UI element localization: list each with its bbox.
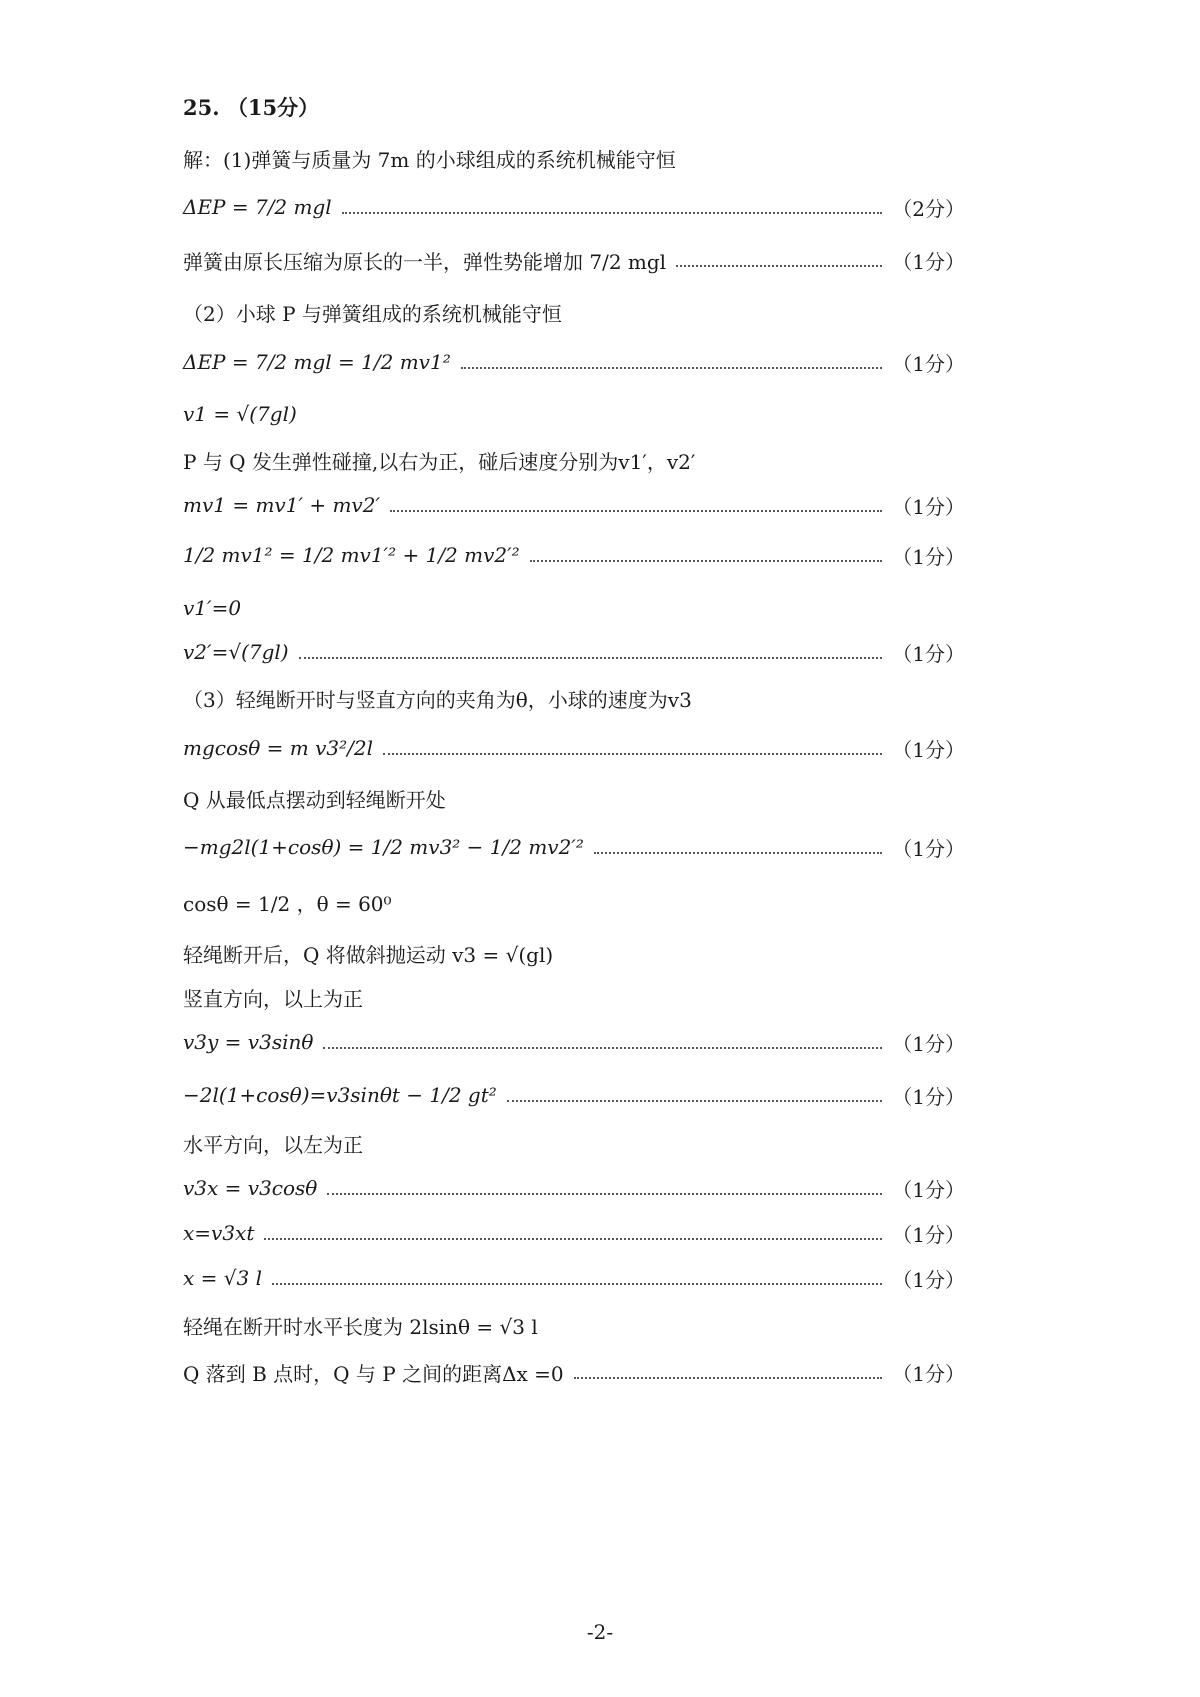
line-text: 竖直方向，以上为正 [183, 986, 363, 1011]
line-text: x=v3xt [183, 1221, 255, 1245]
line-text: Q 落到 B 点时，Q 与 P 之间的距离Δx =0 [183, 1361, 564, 1386]
score-label: （1分） [892, 1031, 965, 1056]
solution-line [183, 977, 363, 1017]
solution-line [183, 1123, 363, 1163]
solution-line [183, 394, 297, 434]
line-text: 轻绳在断开时水平长度为 2lsinθ = √3 l [183, 1314, 538, 1339]
leader-dots [299, 657, 883, 659]
line-text: v1 = √(7gl) [183, 402, 297, 426]
line-text: v2′=√(7gl) [183, 640, 289, 664]
page-number: -2- [586, 1620, 614, 1644]
leader-dots [323, 1047, 882, 1049]
line-text: 水平方向，以左为正 [183, 1132, 363, 1157]
solution-line [183, 440, 695, 480]
solution-line [183, 342, 965, 382]
solution-line [183, 1075, 965, 1115]
leader-dots [594, 852, 882, 854]
question-heading: 25. （15分） [183, 95, 320, 120]
leader-dots [507, 1100, 882, 1102]
line-text: 弹簧由原长压缩为原长的一半，弹性势能增加 7/2 mgl [183, 249, 667, 274]
solution-line [183, 1258, 965, 1298]
line-text: ΔEP = 7/2 mgl [183, 195, 332, 219]
solution-line [183, 240, 965, 280]
solution-line [183, 827, 965, 867]
line-text: −mg2l(1+cosθ) = 1/2 mv3² − 1/2 mv2′² [183, 835, 584, 859]
line-text: mv1 = mv1′ + mv2′ [183, 493, 380, 517]
leader-dots [530, 560, 883, 562]
leader-dots [676, 265, 882, 267]
line-text: 解：(1)弹簧与质量为 7m 的小球组成的系统机械能守恒 [183, 147, 676, 172]
line-text: v3y = v3sinθ [183, 1030, 314, 1054]
solution-line [183, 882, 392, 922]
line-text: ΔEP = 7/2 mgl = 1/2 mv1² [183, 350, 451, 374]
score-label: （1分） [892, 1084, 965, 1109]
score-label: （1分） [892, 351, 965, 376]
line-text: cosθ = 1/2 ，θ = 60⁰ [183, 891, 392, 916]
line-text: v3x = v3cosθ [183, 1176, 318, 1200]
score-label: （1分） [892, 1361, 965, 1386]
leader-dots [327, 1193, 882, 1195]
leader-dots [574, 1377, 883, 1379]
solution-line [183, 1352, 965, 1392]
line-text: （2）小球 P 与弹簧组成的系统机械能守恒 [183, 301, 562, 326]
score-label: （1分） [892, 1222, 965, 1247]
score-label: （1分） [892, 1267, 965, 1292]
solution-line [183, 292, 562, 332]
line-text: v1′=0 [183, 596, 242, 620]
leader-dots [342, 212, 883, 214]
score-label: （1分） [892, 836, 965, 861]
score-label: （1分） [892, 1177, 965, 1202]
leader-dots [390, 510, 882, 512]
solution-line [183, 1305, 538, 1345]
line-text: （3）轻绳断开时与竖直方向的夹角为θ，小球的速度为v3 [183, 687, 692, 712]
solution-line [183, 187, 965, 227]
leader-dots [383, 753, 882, 755]
score-label: （1分） [892, 494, 965, 519]
solution-line [183, 1168, 965, 1208]
solution-line [183, 485, 965, 525]
solution-line [183, 1022, 965, 1062]
solution-line [183, 678, 692, 718]
line-text: x = √3 l [183, 1266, 262, 1290]
leader-dots [272, 1283, 882, 1285]
line-text: 1/2 mv1² = 1/2 mv1′² + 1/2 mv2′² [183, 543, 520, 567]
score-label: （1分） [892, 544, 965, 569]
line-text: P 与 Q 发生弹性碰撞,以右为正，碰后速度分别为v1′，v2′ [183, 449, 696, 474]
score-label: （1分） [892, 249, 965, 274]
solution-line [183, 778, 446, 818]
line-text: mgcosθ = m v3²/2l [183, 736, 374, 760]
score-label: （2分） [892, 196, 965, 221]
score-label: （1分） [892, 737, 965, 762]
leader-dots [461, 367, 883, 369]
solution-line [183, 588, 241, 628]
solution-line [183, 728, 965, 768]
line-text: 轻绳断开后，Q 将做斜抛运动 v3 = √(gl) [183, 942, 554, 967]
line-text: −2l(1+cosθ)=v3sinθt − 1/2 gt² [183, 1083, 497, 1107]
leader-dots [264, 1238, 882, 1240]
solution-line [183, 632, 965, 672]
solution-line [183, 1213, 965, 1253]
score-label: （1分） [892, 641, 965, 666]
line-text: Q 从最低点摆动到轻绳断开处 [183, 787, 446, 812]
solution-line [183, 535, 965, 575]
solution-line [183, 933, 553, 973]
solution-line [183, 138, 676, 178]
